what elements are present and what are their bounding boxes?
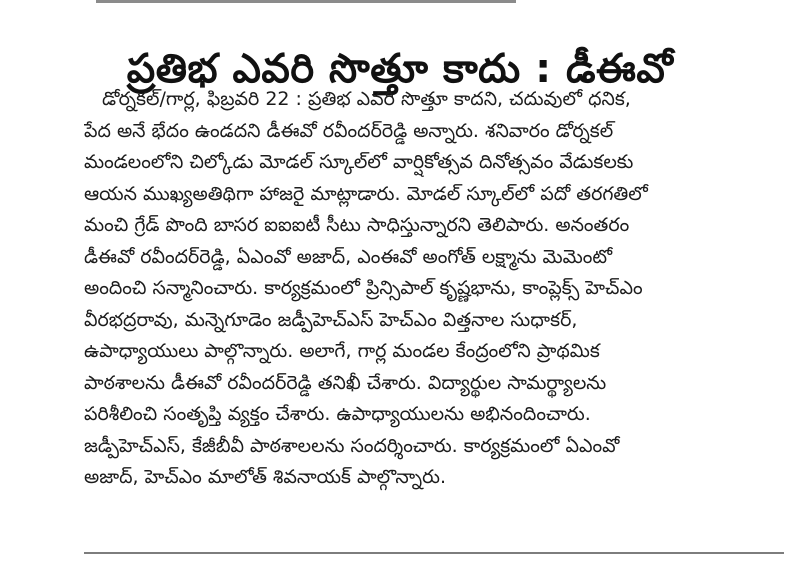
- article-line: పేద అనే భేదం ఉండదని డీఈవో రవీందర్‌రెడ్డి అన్నారు. శనివారం డోర్నకల్: [84, 119, 614, 142]
- article-line: వీరభద్రరావు, మన్నెగూడెం జడ్పీహెచ్‌ఎస్ హెచ్‌ఎం విత్తనాల సుధాకర్,: [84, 308, 578, 331]
- article-line: జడ్పీహెచ్‌ఎస్, కేజీబీవీ పాఠశాలలను సందర్శించారు. కార్యక్రమంలో ఏఎంవో: [84, 434, 620, 457]
- bottom-divider: [84, 552, 784, 554]
- article-line: అందించి సన్మానించారు. కార్యక్రమంలో ప్రిన్సిపాల్ కృష్ణభాను, కాంప్లెక్స్ హెచ్‌ఎం: [84, 277, 643, 299]
- article-body: [84, 84, 784, 524]
- article-line: మండలంలోని చిల్కోడు మోడల్ స్కూల్‌లో వార్షికోత్సవ దినోత్సవం వేడుకలకు: [84, 151, 634, 173]
- article-line: అజాద్, హెచ్‌ఎం మాలోత్ శివనాయక్ పాల్గొన్నారు.: [84, 466, 446, 488]
- headline: ప్రతిభ ఎవరి సొత్తూ కాదు : డీఈవో: [126, 45, 674, 92]
- article-line: డీఈవో రవీందర్‌రెడ్డి, ఏఎంవో అజాద్, ఎంఈవో అంగోత్ లక్ష్మాను మెమెంటో: [84, 245, 613, 268]
- article-line: డోర్నకల్/గార్ల, ఫిబ్రవరి 22 : ప్రతిభ ఎవరి సొత్తూ కాదని, చదువులో ధనిక,: [102, 88, 631, 110]
- previous-article-fragment: [96, 0, 516, 6]
- article-line: పరిశీలించి సంతృప్తి వ్యక్తం చేశారు. ఉపాధ్యాయులను అభినందించారు.: [84, 403, 591, 425]
- article-line: ఆయన ముఖ్యఅతిథిగా హాజరై మాట్లాడారు. మోడల్ స్కూల్‌లో పదో తరగతిలో: [84, 182, 648, 205]
- article-line: పాఠశాలను డీఈవో రవీందర్‌రెడ్డి తనిఖీ చేశారు. విద్యార్థుల సామర్థ్యాలను: [84, 371, 607, 394]
- article-line: మంచి గ్రేడ్ పొంది బాసర ఐఐఐటీ సీటు సాధిస్తున్నారని తెలిపారు. అనంతరం: [84, 214, 630, 236]
- article-line: ఉపాధ్యాయులు పాల్గొన్నారు. అలాగే, గార్ల మండల కేంద్రంలోని ప్రాథమిక: [84, 340, 600, 362]
